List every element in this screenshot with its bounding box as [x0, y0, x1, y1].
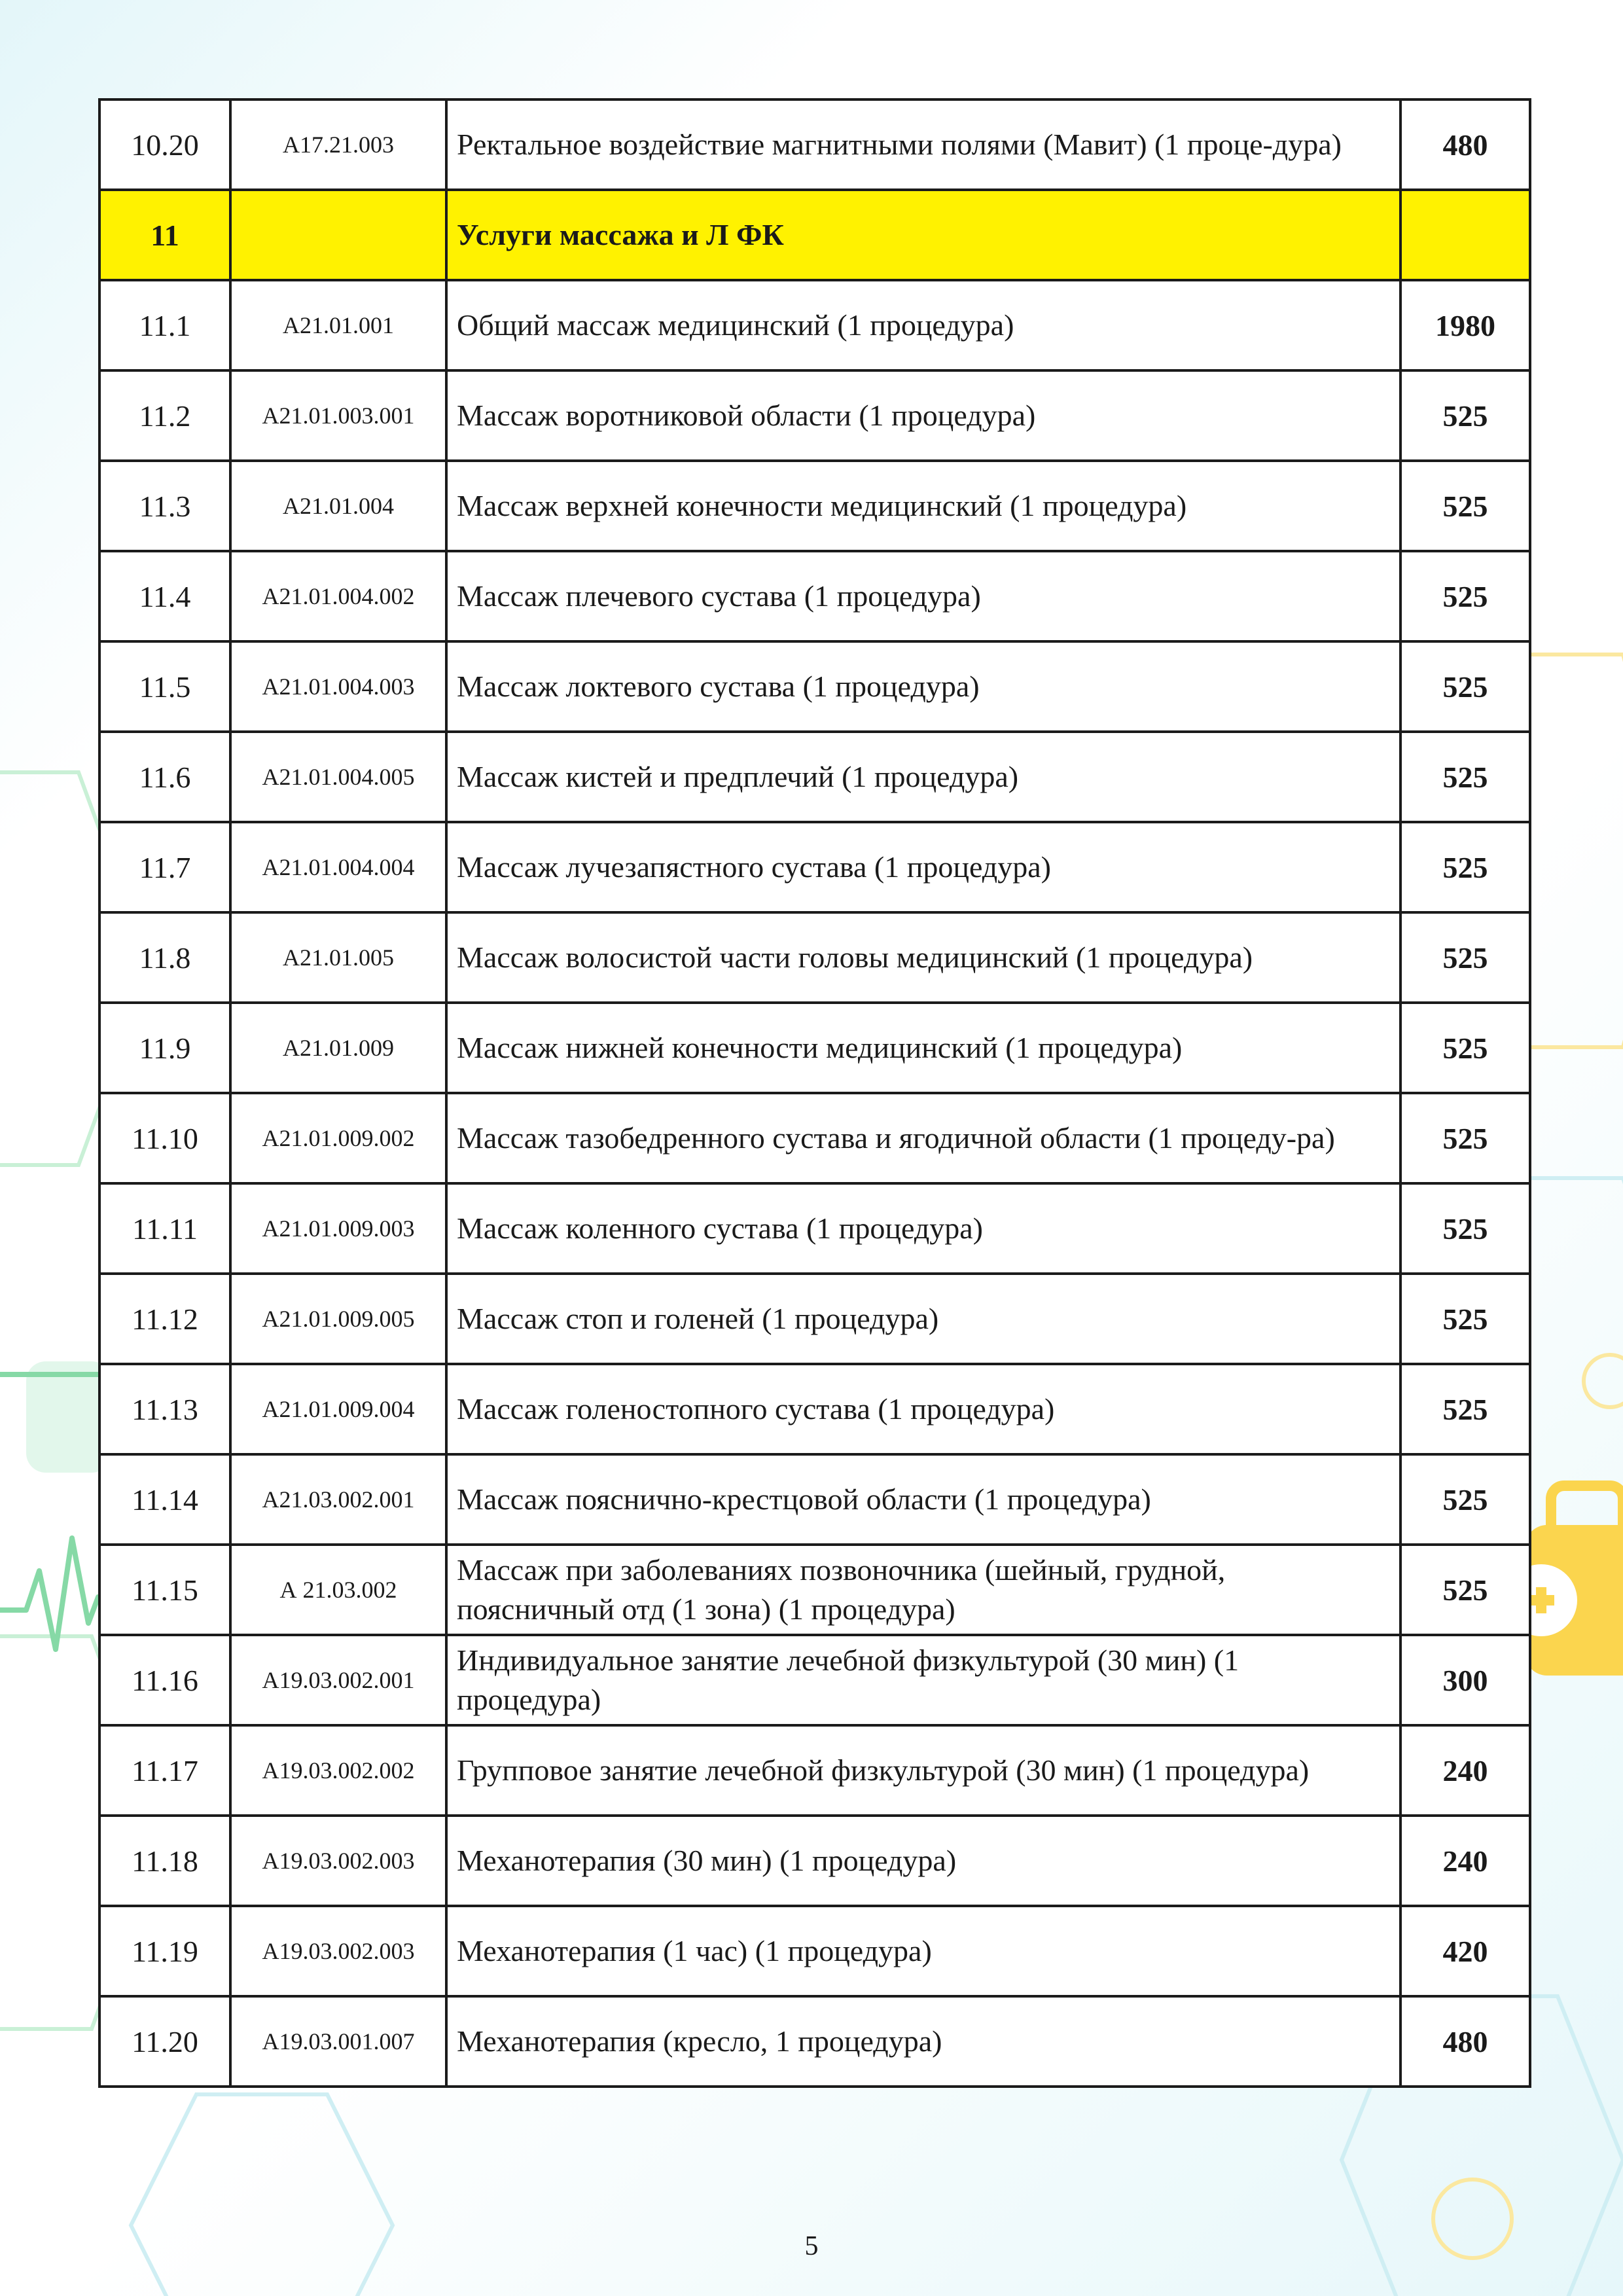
table-row: [99, 1996, 1530, 2087]
row-number-cell: 11.6: [99, 732, 230, 822]
table-row: [99, 732, 1530, 822]
service-code-cell: A21.01.001: [230, 280, 446, 370]
table-row: [99, 99, 1530, 190]
price-cell: 525: [1400, 461, 1530, 551]
row-number-cell: 11.2: [99, 370, 230, 461]
service-code-cell: A21.03.002.001: [230, 1454, 446, 1545]
hexagon-outline: [131, 2094, 393, 2296]
service-code-cell: A21.01.009: [230, 1003, 446, 1093]
price-cell: 240: [1400, 1725, 1530, 1816]
service-name-cell: Массаж тазобедренного сустава и ягодичной области (1 процеду-ра): [446, 1093, 1400, 1183]
row-number-cell: 11.11: [99, 1183, 230, 1274]
service-code-cell: A19.03.001.007: [230, 1996, 446, 2087]
table-row: [99, 1545, 1530, 1635]
service-code-cell: A21.01.009.004: [230, 1364, 446, 1454]
row-number-cell: 11.5: [99, 641, 230, 732]
heartbeat-line-icon: [0, 1538, 111, 1649]
price-cell: 525: [1400, 912, 1530, 1003]
row-number-cell: 11.15: [99, 1545, 230, 1635]
price-cell: 525: [1400, 1274, 1530, 1364]
service-code-cell: A21.01.005: [230, 912, 446, 1003]
service-name-cell: Массаж кистей и предплечий (1 процедура): [446, 732, 1400, 822]
service-name-cell: Механотерапия (кресло, 1 процедура): [446, 1996, 1400, 2087]
price-table: [98, 98, 1531, 2088]
section-header-row: [99, 190, 1530, 280]
service-code-cell: A17.21.003: [230, 99, 446, 190]
service-code-cell: A21.01.004.002: [230, 551, 446, 641]
price-cell: 525: [1400, 1003, 1530, 1093]
row-number-cell: 10.20: [99, 99, 230, 190]
row-number-cell: 11.14: [99, 1454, 230, 1545]
price-cell: 480: [1400, 99, 1530, 190]
row-number-cell: 11.17: [99, 1725, 230, 1816]
table-row: [99, 280, 1530, 370]
service-name-cell: Массаж голеностопного сустава (1 процедура): [446, 1364, 1400, 1454]
price-cell: 525: [1400, 1545, 1530, 1635]
service-name-cell: Общий массаж медицинский (1 процедура): [446, 280, 1400, 370]
table-row: [99, 822, 1530, 912]
service-code-cell: А 21.03.002: [230, 1545, 446, 1635]
price-cell: 525: [1400, 822, 1530, 912]
table-row: [99, 1274, 1530, 1364]
table-row: [99, 1725, 1530, 1816]
service-code-cell: A19.03.002.001: [230, 1635, 446, 1725]
service-code-cell: [230, 190, 446, 280]
service-name-cell: Групповое занятие лечебной физкультурой (30 мин) (1 процедура): [446, 1725, 1400, 1816]
table-row: [99, 1906, 1530, 1996]
row-number-cell: 11: [99, 190, 230, 280]
price-cell: 525: [1400, 641, 1530, 732]
table-row: [99, 641, 1530, 732]
table-row: [99, 1003, 1530, 1093]
service-name-cell: Массаж верхней конечности медицинский (1 процедура): [446, 461, 1400, 551]
service-name-cell: Механотерапия (1 час) (1 процедура): [446, 1906, 1400, 1996]
service-code-cell: A21.01.009.002: [230, 1093, 446, 1183]
table-row: [99, 1093, 1530, 1183]
row-number-cell: 11.18: [99, 1816, 230, 1906]
service-name-cell: Массаж при заболеваниях позвоночника (шейный, грудной, поясничный отд (1 зона) (1 процедура): [446, 1545, 1400, 1635]
service-name-cell: Массаж коленного сустава (1 процедура): [446, 1183, 1400, 1274]
service-name-cell: Массаж лучезапястного сустава (1 процедура): [446, 822, 1400, 912]
price-cell: 525: [1400, 551, 1530, 641]
table-row: [99, 461, 1530, 551]
row-number-cell: 11.1: [99, 280, 230, 370]
service-code-cell: A19.03.002.002: [230, 1725, 446, 1816]
service-code-cell: A21.01.009.005: [230, 1274, 446, 1364]
price-cell: [1400, 190, 1530, 280]
table-row: [99, 1816, 1530, 1906]
row-number-cell: 11.3: [99, 461, 230, 551]
service-name-cell: Массаж воротниковой области (1 процедура): [446, 370, 1400, 461]
service-name-cell: Механотерапия (30 мин) (1 процедура): [446, 1816, 1400, 1906]
row-number-cell: 11.13: [99, 1364, 230, 1454]
table-row: [99, 1183, 1530, 1274]
price-cell: 525: [1400, 370, 1530, 461]
table-body: [99, 99, 1530, 2087]
price-cell: 240: [1400, 1816, 1530, 1906]
service-code-cell: A21.01.004.004: [230, 822, 446, 912]
row-number-cell: 11.19: [99, 1906, 230, 1996]
service-code-cell: A21.01.004.005: [230, 732, 446, 822]
service-name-cell: Услуги массажа и Л ФК: [446, 190, 1400, 280]
service-name-cell: Массаж плечевого сустава (1 процедура): [446, 551, 1400, 641]
price-cell: 420: [1400, 1906, 1530, 1996]
price-cell: 480: [1400, 1996, 1530, 2087]
service-name-cell: Массаж пояснично-крестцовой области (1 процедура): [446, 1454, 1400, 1545]
service-name-cell: Массаж локтевого сустава (1 процедура): [446, 641, 1400, 732]
price-cell: 525: [1400, 1364, 1530, 1454]
row-number-cell: 11.20: [99, 1996, 230, 2087]
page-number: 5: [804, 2231, 819, 2261]
table-row: [99, 370, 1530, 461]
table-row: [99, 1635, 1530, 1725]
table-row: [99, 1454, 1530, 1545]
row-number-cell: 11.16: [99, 1635, 230, 1725]
service-code-cell: A19.03.002.003: [230, 1816, 446, 1906]
table-row: [99, 1364, 1530, 1454]
service-name-cell: Массаж нижней конечности медицинский (1 процедура): [446, 1003, 1400, 1093]
service-name-cell: Массаж стоп и голеней (1 процедура): [446, 1274, 1400, 1364]
price-cell: 300: [1400, 1635, 1530, 1725]
service-name-cell: Ректальное воздействие магнитными полями (Мавит) (1 проце-дура): [446, 99, 1400, 190]
price-cell: 525: [1400, 1183, 1530, 1274]
price-cell: 525: [1400, 1093, 1530, 1183]
service-code-cell: A19.03.002.003: [230, 1906, 446, 1996]
service-code-cell: A21.01.004.003: [230, 641, 446, 732]
row-number-cell: 11.7: [99, 822, 230, 912]
service-name-cell: Массаж волосистой части головы медицинский (1 процедура): [446, 912, 1400, 1003]
service-code-cell: A21.01.004: [230, 461, 446, 551]
table-row: [99, 551, 1530, 641]
service-code-cell: A21.01.003.001: [230, 370, 446, 461]
row-number-cell: 11.10: [99, 1093, 230, 1183]
row-number-cell: 11.8: [99, 912, 230, 1003]
table-row: [99, 912, 1530, 1003]
row-number-cell: 11.4: [99, 551, 230, 641]
price-cell: 525: [1400, 1454, 1530, 1545]
service-code-cell: A21.01.009.003: [230, 1183, 446, 1274]
row-number-cell: 11.9: [99, 1003, 230, 1093]
row-number-cell: 11.12: [99, 1274, 230, 1364]
service-name-cell: Индивидуальное занятие лечебной физкультурой (30 мин) (1 процедура): [446, 1635, 1400, 1725]
price-cell: 525: [1400, 732, 1530, 822]
price-cell: 1980: [1400, 280, 1530, 370]
